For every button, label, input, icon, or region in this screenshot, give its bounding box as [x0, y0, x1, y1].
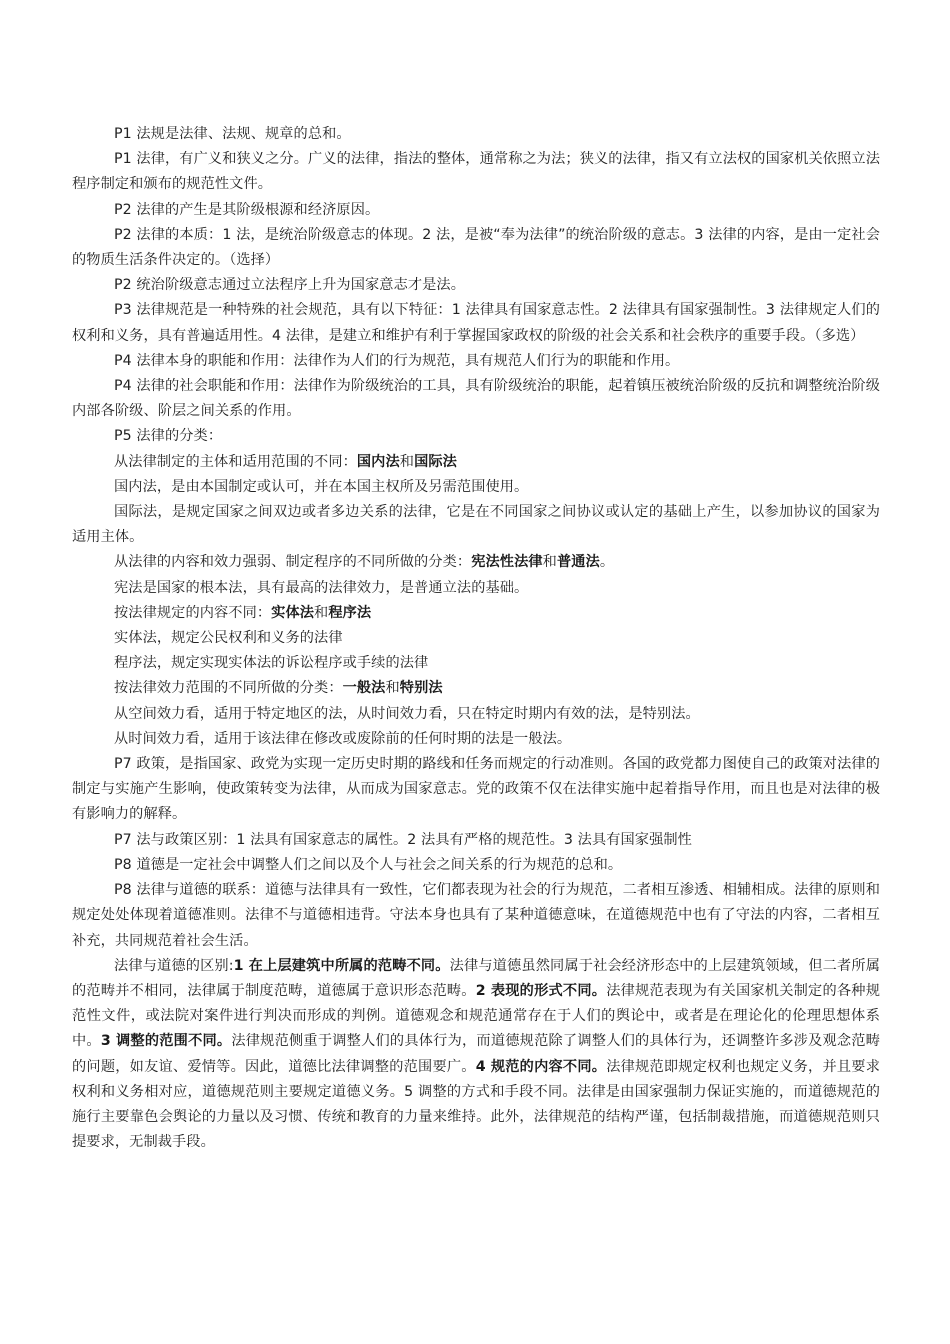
segment-text: 法律与道德的区别: — [114, 957, 234, 974]
heading-text: 从法律制定的主体和适用范围的不同： — [114, 453, 357, 470]
classification-heading — [72, 676, 880, 701]
paragraph: 程序法，规定实现实体法的诉讼程序或手续的法律 — [114, 655, 429, 672]
term-bold: 普通法 — [556, 554, 600, 571]
paragraph: P2 统治阶级意志通过立法程序上升为国家意志才是法。 — [114, 277, 466, 294]
document-body — [72, 122, 880, 1155]
paragraph: P1 法律，有广义和狭义之分。广义的法律，指法的整体，通常称之为法；狭义的法律，指又有立法权的国家机关依照立法程序制定和颁布的规范性文件。 — [72, 151, 880, 193]
paragraph: P7 法与政策区别：1 法具有国家意志的属性。2 法具有严格的规范性。3 法具有国家强制性 — [114, 831, 692, 848]
connector-text: 和 — [385, 680, 400, 697]
term-bold: 国际法 — [414, 453, 457, 470]
segment-bold: 3 调整的范围不同。 — [100, 1033, 232, 1050]
connector-text: 和 — [399, 453, 415, 470]
term-bold: 实体法 — [271, 604, 315, 621]
term-bold: 国内法 — [356, 453, 400, 470]
paragraph: 国内法，是由本国制定或认可，并在本国主权所及另需范围使用。 — [114, 478, 529, 495]
paragraph: P3 法律规范是一种特殊的社会规范，具有以下特征：1 法律具有国家意志性。2 法律具有国家强制性。3 法律规定人们的权利和义务，具有普遍适用性。4 法律，是建立和维护有利于掌握国家政权的阶级的社会关系和社会秩序的重要手段。（多选） — [72, 302, 880, 344]
segment-text: 法律与道德虽然同属于社会经济形态中的上层建筑领域，但二者所属的范畴并不相同，法律属于制度范畴，道德属于意识形态范畴。 — [72, 957, 880, 999]
classification-heading — [72, 450, 880, 475]
connector-text: 和 — [542, 554, 557, 571]
paragraph: P4 法律的社会职能和作用：法律作为阶级统治的工具，具有阶级统治的职能，起着镇压被统治阶级的反抗和调整统治阶级内部各阶级、阶层之间关系的作用。 — [72, 378, 880, 420]
classification-heading — [72, 550, 880, 575]
paragraph: 宪法是国家的根本法，具有最高的法律效力，是普通立法的基础。 — [114, 579, 529, 596]
term-bold: 程序法 — [328, 604, 372, 621]
paragraph: P8 道德是一定社会中调整人们之间以及个人与社会之间关系的行为规范的总和。 — [114, 856, 623, 873]
paragraph: P1 法规是法律、法规、规章的总和。 — [114, 126, 351, 142]
segment-text: 法律规范即规定权利也规定义务，并且要求权利和义务相对应，道德规范则主要规定道德义务。5 调整的方式和手段不同。法律是由国家强制力保证实施的，而道德规范的施行主要靠色会舆论的力量以及习惯、传统和教育的力量来维持。此外，法律规范的结构严谨，包括制裁措施，而道德规范则只提要求，无制裁手段。 — [72, 1058, 880, 1151]
paragraph: P2 法律的本质：1 法，是统治阶级意志的体现。2 法，是被“奉为法律”的统治阶级的意志。3 法律的内容，是由一定社会的物质生活条件决定的。（选择） — [72, 226, 880, 269]
paragraph: P7 政策，是指国家、政党为实现一定历史时期的路线和任务而规定的行动准则。各国的政党都力图使自己的政策对法律的制定与实施产生影响，使政策转变为法律，从而成为国家意志。党的政策不仅在法律实施中起着指导作用，而且也是对法律的极有影响力的解释。 — [72, 756, 880, 823]
paragraph: P4 法律本身的职能和作用：法律作为人们的行为规范，具有规范人们行为的职能和作用。 — [114, 352, 680, 369]
connector-text: 和 — [314, 604, 329, 621]
paragraph: 从时间效力看，适用于该法律在修改或废除前的任何时期的法是一般法。 — [114, 730, 572, 747]
term-bold: 一般法 — [342, 680, 386, 697]
paragraph: P2 法律的产生是其阶级根源和经济原因。 — [114, 201, 380, 218]
term-bold: 特别法 — [399, 680, 443, 697]
heading-text: 按法律效力范围的不同所做的分类： — [114, 680, 343, 697]
paragraph: 国际法，是规定国家之间双边或者多边关系的法律，它是在不同国家之间协议或认定的基础上产生，以参加协议的国家为适用主体。 — [72, 504, 880, 546]
paragraph: P5 法律的分类： — [114, 428, 223, 445]
trailing-text: 。 — [599, 554, 615, 571]
segment-text: 法律规范表现为有关国家机关制定的各种规范性文件，或法院对案件进行判决而形成的判例。道德观念和规范通常存在于人们的舆论中，或者是在理论化的伦理思想体系中。 — [72, 982, 880, 1050]
segment-bold: 2 表现的形式不同。 — [475, 982, 607, 999]
paragraph: 从空间效力看，适用于特定地区的法，从时间效力看，只在特定时期内有效的法，是特别法。 — [114, 705, 700, 722]
classification-heading — [72, 601, 880, 626]
segment-text: 法律规范侧重于调整人们的具体行为，而道德规范除了调整人们的具体行为，还调整许多涉及观念范畴的问题，如友谊、爱情等。因此，道德比法律调整的范围要广。 — [72, 1033, 880, 1075]
paragraph: P8 法律与道德的联系：道德与法律具有一致性，它们都表现为社会的行为规范，二者相互渗透、相辅相成。法律的原则和规定处处体现着道德准则。法律不与道德相违背。守法本身也具有了某种道德意味，在道德规范中也有了守法的内容，二者相互补充，共同规范着社会生活。 — [72, 882, 880, 949]
heading-text: 按法律规定的内容不同： — [114, 604, 272, 621]
term-bold: 宪法性法律 — [471, 554, 543, 571]
paragraph: 实体法，规定公民权利和义务的法律 — [114, 630, 343, 647]
law-morality-differences — [72, 954, 880, 1156]
segment-bold: 1 在上层建筑中所属的范畴不同。 — [233, 957, 450, 974]
segment-bold: 4 规范的内容不同。 — [475, 1058, 607, 1075]
heading-text: 从法律的内容和效力强弱、制定程序的不同所做的分类： — [114, 554, 472, 571]
